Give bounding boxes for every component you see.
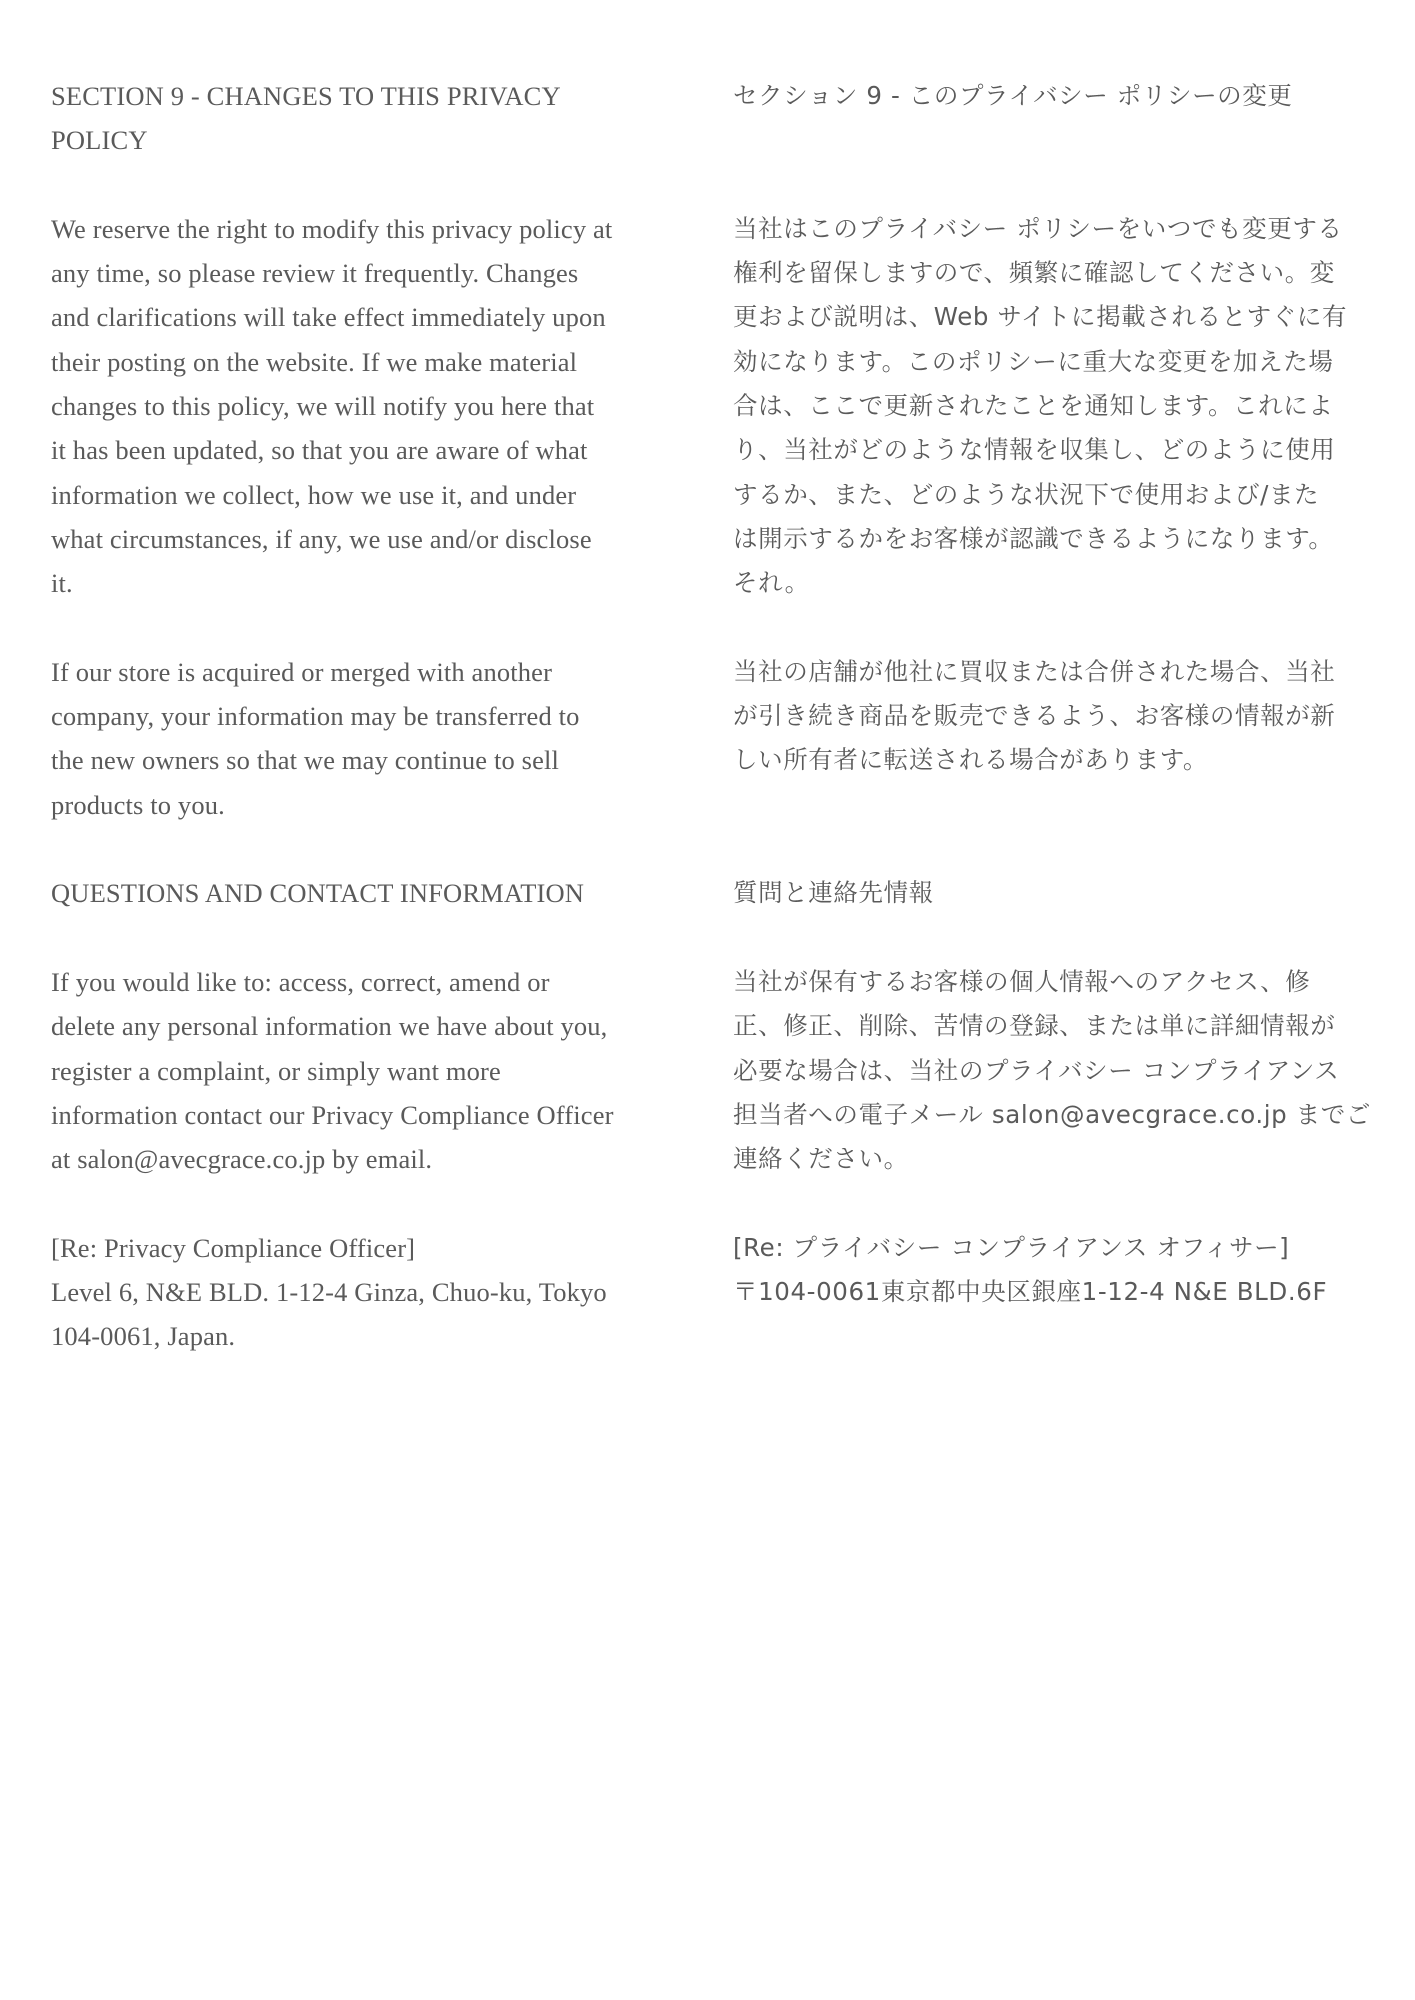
text-line: what circumstances, if any, we use and/or disclose	[51, 523, 592, 554]
text-line: the new owners so that we may continue to sell	[51, 745, 560, 776]
text-line: [Re: Privacy Compliance Officer]	[51, 1232, 416, 1263]
text-line: SECTION 9 - CHANGES TO THIS PRIVACY	[51, 81, 561, 111]
text-line: information we collect, how we use it, and under	[51, 479, 577, 510]
text-line: information contact our Privacy Compliance Officer	[51, 1099, 614, 1130]
spacer	[51, 916, 705, 960]
spacer	[733, 163, 1393, 207]
text-line: は開示するかをお客様が認識できるようになります。	[733, 523, 1334, 553]
section9-heading-ja	[733, 74, 1393, 163]
text-line: their posting on the website. If we make material	[51, 346, 578, 377]
text-line: register a complaint, or simply want more	[51, 1055, 501, 1086]
spacer	[733, 1181, 1393, 1225]
text-line: at salon@avecgrace.co.jp by email.	[51, 1144, 433, 1175]
text-line: 当社の店舗が他社に買収または合併された場合、当社	[733, 656, 1336, 686]
acquisition-paragraph-en	[51, 650, 705, 827]
questions-heading-en	[51, 871, 705, 915]
text-line: が引き続き商品を販売できるよう、お客様の情報が新	[733, 701, 1336, 731]
spacer	[51, 827, 705, 871]
spacer	[733, 827, 1393, 871]
text-line: 104-0061, Japan.	[51, 1321, 236, 1352]
text-line: it has been updated, so that you are aware of what	[51, 435, 588, 466]
text-line: 連絡ください。	[733, 1144, 909, 1174]
text-line: Level 6, N&E BLD. 1-12-4 Ginza, Chuo-ku, Tokyo	[51, 1277, 607, 1308]
text-line: [Re: プライバシー コンプライアンス オフィサー]	[733, 1232, 1290, 1262]
text-line: any time, so please review it frequently. Changes	[51, 258, 579, 289]
text-line: 効になります。このポリシーに重大な変更を加えた場	[733, 346, 1334, 376]
text-line	[733, 118, 1393, 162]
text-line: 当社はこのプライバシー ポリシーをいつでも変更する	[733, 213, 1343, 243]
text-line: and clarifications will take effect immediately upon	[51, 302, 606, 333]
text-line: 正、修正、削除、苦情の登録、または単に詳細情報が	[733, 1011, 1336, 1041]
address-en	[51, 1226, 705, 1359]
text-line: 〒104-0061東京都中央区銀座1-12-4 N&E BLD.6F	[733, 1277, 1328, 1307]
text-line: それ。	[733, 568, 810, 598]
contact-paragraph-en	[51, 960, 705, 1181]
changes-paragraph-ja	[733, 207, 1393, 606]
text-line: 質問と連絡先情報	[733, 878, 934, 908]
text-line: products to you.	[51, 789, 225, 820]
text-line: We reserve the right to modify this privacy policy at	[51, 213, 613, 244]
text-line: company, your information may be transferred to	[51, 701, 580, 732]
text-line: If you would like to: access, correct, amend or	[51, 966, 550, 997]
text-line: QUESTIONS AND CONTACT INFORMATION	[51, 878, 585, 909]
spacer	[51, 163, 705, 207]
spacer	[51, 1181, 705, 1225]
spacer	[733, 606, 1393, 650]
text-line: しい所有者に転送される場合があります。	[733, 745, 1208, 775]
text-line: 更および説明は、Web サイトに掲載されるとすぐに有	[733, 302, 1348, 332]
contact-paragraph-ja	[733, 960, 1393, 1181]
text-line: If our store is acquired or merged with another	[51, 656, 553, 687]
spacer	[733, 916, 1393, 960]
text-line: り、当社がどのような情報を収集し、どのように使用	[733, 435, 1336, 465]
questions-heading-ja	[733, 871, 1393, 915]
english-column	[51, 74, 705, 1359]
spacer	[51, 606, 705, 650]
address-ja	[733, 1226, 1393, 1315]
text-line: it.	[51, 568, 73, 599]
acquisition-paragraph-ja	[733, 650, 1393, 827]
text-line: 担当者への電子メール salon@avecgrace.co.jp までご	[733, 1099, 1371, 1129]
text-line: セクション 9 - このプライバシー ポリシーの変更	[733, 81, 1293, 110]
japanese-column	[733, 74, 1393, 1314]
text-line: 当社が保有するお客様の個人情報へのアクセス、修	[733, 966, 1311, 996]
text-line: changes to this policy, we will notify you here that	[51, 391, 595, 422]
text-line: 権利を留保しますので、頻繁に確認してください。変	[733, 258, 1335, 288]
text-line	[733, 783, 1393, 827]
changes-paragraph-en	[51, 207, 705, 606]
text-line: 必要な場合は、当社のプライバシー コンプライアンス	[733, 1055, 1340, 1085]
text-line: 合は、ここで更新されたことを通知します。これによ	[733, 391, 1334, 421]
text-line: するか、また、どのような状況下で使用および/また	[733, 479, 1320, 509]
text-line: POLICY	[51, 125, 148, 156]
text-line: delete any personal information we have about you,	[51, 1011, 608, 1042]
section9-heading-en	[51, 74, 705, 163]
